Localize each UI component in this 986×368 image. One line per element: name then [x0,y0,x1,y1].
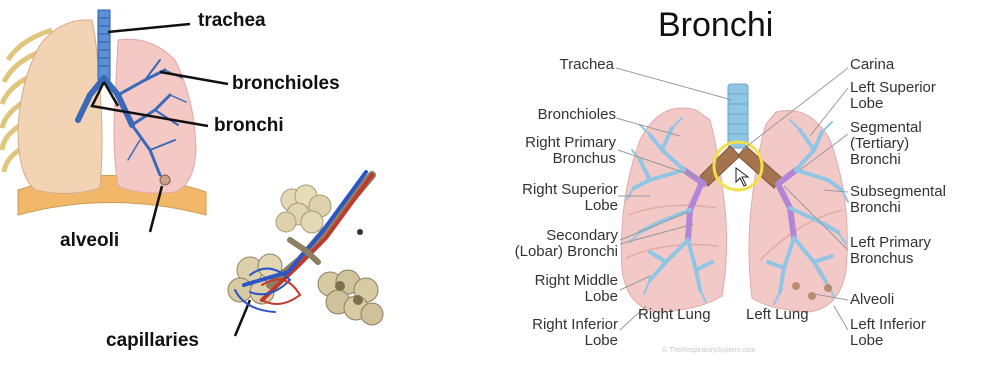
label-trachea-right: Trachea [559,56,614,73]
label-carina: Carina [850,56,895,73]
right-lungs-illustration [616,68,848,330]
label-right-inferior-lobe: Right Inferior Lobe [532,316,618,349]
label-left-lung: Left Lung [746,306,809,323]
label-capillaries: capillaries [106,330,199,351]
right-lung-shape [621,108,726,312]
cursor-icon [736,168,748,186]
left-lungs-illustration [2,10,383,336]
trachea-tube [98,10,110,80]
alveoli-marker [160,175,170,185]
label-left-primary-bronchus: Left Primary Bronchus [850,234,931,267]
label-left-inferior-lobe: Left Inferior Lobe [850,316,926,349]
label-bronchioles-right: Bronchioles [537,106,616,123]
label-bronchi: bronchi [214,115,284,136]
label-alveoli: alveoli [60,230,120,251]
label-segmental-bronchi: Segmental (Tertiary) Bronchi [850,119,922,168]
label-subsegmental-bronchi: Subsegmental Bronchi [850,183,946,216]
label-secondary-lobar-bronchi: Secondary (Lobar) Bronchi [514,227,618,260]
label-bronchioles: bronchioles [232,73,340,94]
label-right-middle-lobe: Right Middle Lobe [534,272,618,305]
label-trachea: trachea [198,10,266,31]
label-right-primary-bronchus: Right Primary Bronchus [525,134,616,167]
right-lung-left-figure [18,20,102,194]
figure-title: Bronchi [658,6,774,44]
label-right-superior-lobe: Right Superior Lobe [522,181,618,214]
image-credit: © TheRespiratorySystem.com [662,347,756,354]
label-right-lung: Right Lung [638,306,711,323]
label-alveoli-right: Alveoli [850,291,895,308]
label-left-superior-lobe: Left Superior Lobe [850,79,936,112]
